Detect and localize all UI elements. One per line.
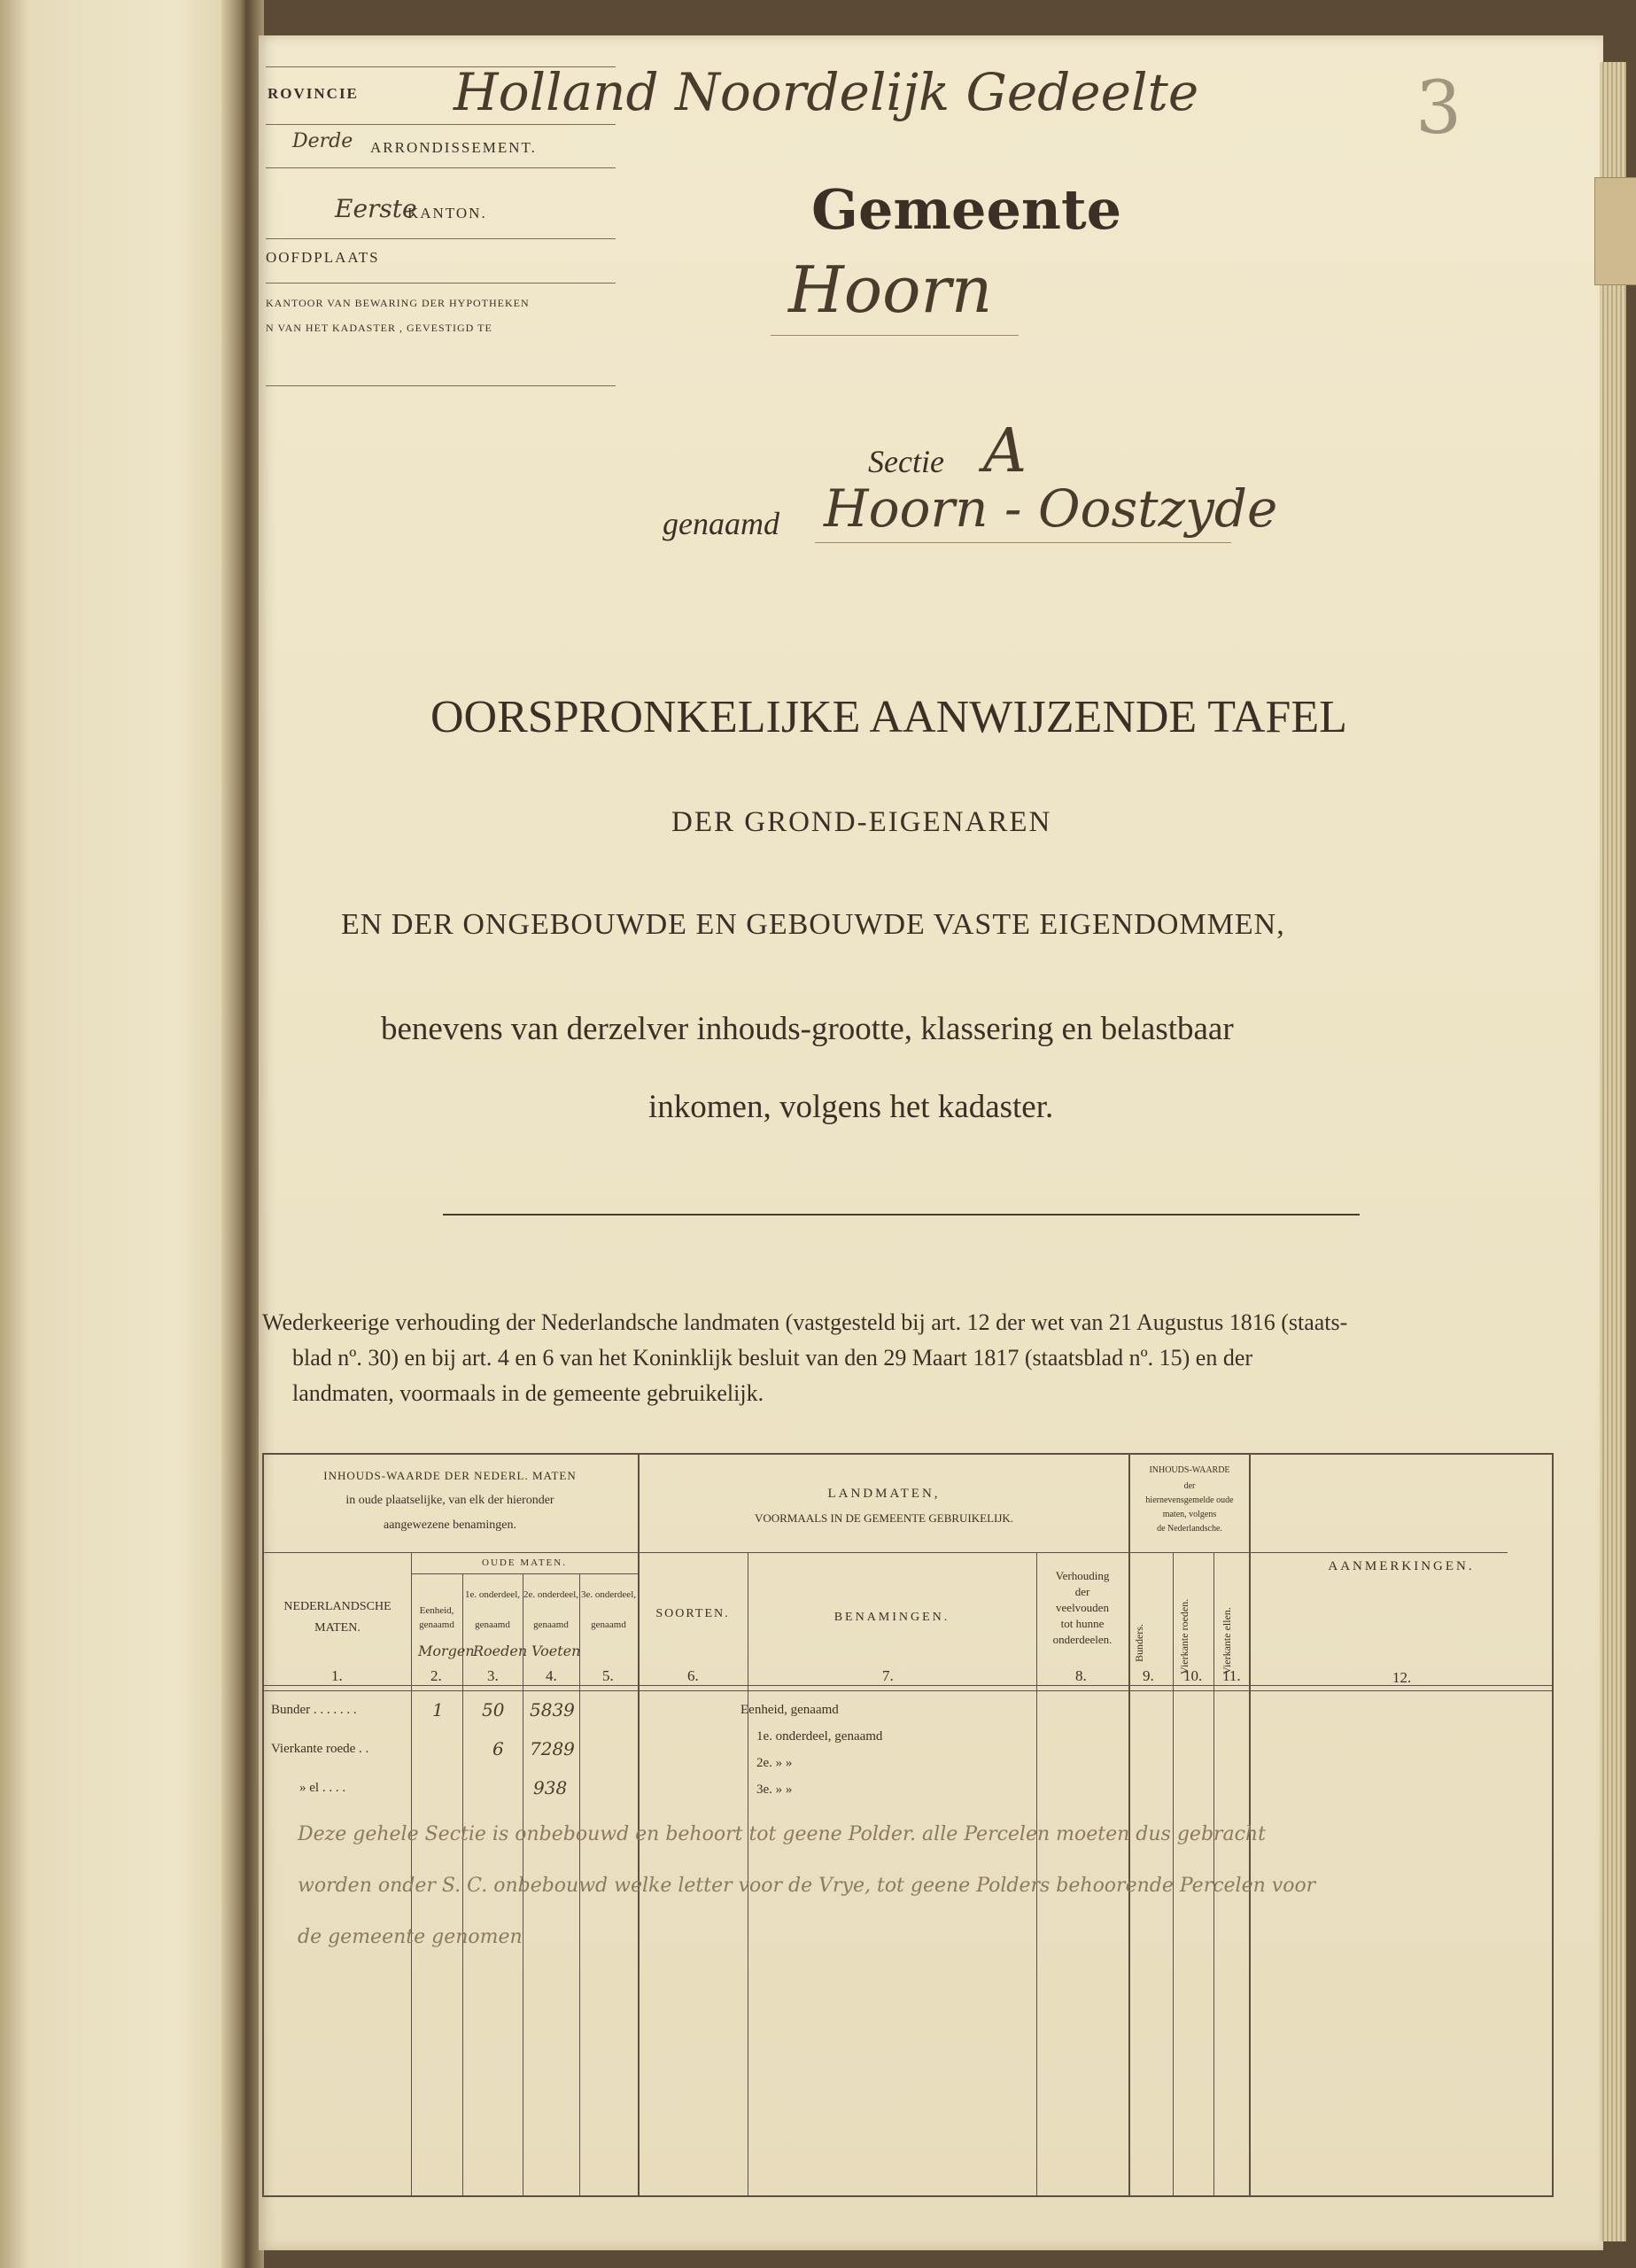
remark-line-2: worden onder S. C. onbebouwd welke letter voor de Vrye, tot geene Polders behoorende Percelen voor [298, 1875, 1316, 1897]
header-bottom-rule [262, 1685, 1554, 1686]
genaamd-label: genaamd [663, 506, 779, 541]
provincie-value: Holland Noordelijk Gedeelte [454, 62, 1199, 122]
row-2-col-3: 6 [492, 1738, 504, 1759]
col-7-header: BENAMINGEN. [834, 1611, 950, 1624]
hoofdplaats-label: OOFDPLAATS [266, 249, 380, 266]
gemeente-value: Hoorn [788, 252, 993, 327]
col-num-4: 4. [546, 1667, 557, 1684]
row-2-col-4: 7289 [530, 1738, 575, 1759]
col-4-header-a: 2e. onderdeel, [523, 1589, 578, 1600]
col-num-12: 12. [1392, 1669, 1412, 1686]
group1-line-1: INHOUDS-WAARDE DER NEDERL. MATEN [323, 1469, 577, 1482]
col-num-10: 10. [1183, 1667, 1203, 1684]
group3-line-1: INHOUDS-WAARDE [1149, 1465, 1230, 1475]
col-8-header-d: tot hunne [1060, 1617, 1105, 1630]
table-bottom-rule [262, 2195, 1554, 2197]
aanmerkingen-header: AANMERKINGEN. [1328, 1559, 1475, 1573]
title-line-4: benevens van derzelver inhouds-grootte, klassering en belastbaar [381, 1011, 1234, 1047]
provincie-label: ROVINCIE [267, 85, 359, 102]
oude-maten-rule [411, 1573, 638, 1574]
col-4-header-b: genaamd [533, 1619, 569, 1630]
col-6-header: SOORTEN. [655, 1607, 730, 1620]
row-1-col-4: 5839 [530, 1699, 575, 1720]
col-2-header-a: Eenheid, [419, 1605, 454, 1616]
group3-line-3: hiernevensgemelde oude [1145, 1495, 1234, 1505]
col-5-header-b: genaamd [591, 1619, 626, 1630]
group2-divider [638, 1552, 1508, 1553]
sectie-label: Sectie [868, 444, 944, 479]
sectie-value: A [983, 416, 1027, 486]
title-rule [443, 1214, 1360, 1216]
remark-line-3: de gemeente genomen [298, 1926, 523, 1948]
title-line-2: DER GROND-EIGENAREN [671, 806, 1052, 838]
col-1-header: NEDERLANDSCHE MATEN. [283, 1600, 392, 1635]
group3-line-2: der [1183, 1481, 1196, 1491]
kantoor-line-1: KANTOOR VAN BEWARING DER HYPOTHEKEN [266, 297, 530, 309]
arrondissement-value: Derde [292, 130, 353, 152]
group3-line-5: de Nederlandsche. [1157, 1524, 1222, 1534]
row-2-label: Vierkante roede . . [271, 1742, 369, 1756]
title-line-3: EN DER ONGEBOUWDE EN GEBOUWDE VASTE EIGENDOMMEN, [341, 908, 1285, 941]
row-1-col-3: 50 [482, 1699, 505, 1720]
col-10-header: Vierkante roeden. [1178, 1598, 1190, 1674]
col-2-header-b: genaamd [419, 1619, 454, 1630]
row-3-col-4: 938 [533, 1777, 568, 1798]
col-num-7: 7. [882, 1667, 894, 1684]
col-3-header-b: genaamd [475, 1619, 510, 1630]
intro-line-2: blad nº. 30) en bij art. 4 en 6 van het Koninklijk besluit van den 29 Maart 1817 (staatsblad nº. 15) en der [292, 1345, 1253, 1371]
row-1-label: Bunder . . . . . . . [271, 1703, 357, 1717]
col-num-2: 2. [430, 1667, 442, 1684]
group1-line-3: aangewezene benamingen. [383, 1518, 517, 1532]
col-num-5: 5. [602, 1667, 614, 1684]
col-num-1: 1. [331, 1667, 343, 1684]
col-num-3: 3. [487, 1667, 499, 1684]
benaming-3: 2e. » » [756, 1756, 793, 1770]
col-11-header: Vierkante ellen. [1221, 1607, 1233, 1674]
col-8-header-c: veelvouden [1056, 1601, 1109, 1614]
left-page [0, 0, 250, 2268]
title-line-5: inkomen, volgens het kadaster. [648, 1089, 1054, 1125]
kanton-value: Eerste [335, 194, 417, 223]
vline-0 [262, 1453, 264, 2197]
row-3-label: » el . . . . [299, 1781, 346, 1795]
group1-divider [262, 1552, 638, 1553]
group1-line-2: in oude plaatselijke, van elk der hieronder [345, 1494, 554, 1507]
gemeente-label: Gemeente [811, 177, 1122, 242]
group2-line-2: VOORMAALS IN DE GEMEENTE GEBRUIKELIJK. [754, 1511, 1014, 1525]
title-line-1: OORSPRONKELIJKE AANWIJZENDE TAFEL [430, 692, 1347, 742]
page-number: 3 [1415, 66, 1462, 151]
group2-line-1: LANDMATEN, [827, 1487, 941, 1501]
benaming-2: 1e. onderdeel, genaamd [756, 1729, 883, 1744]
arrondissement-label: ARRONDISSEMENT. [370, 139, 537, 156]
col-num-9: 9. [1143, 1667, 1154, 1684]
hand-unit-3: Voeten [531, 1643, 581, 1659]
col-num-6: 6. [687, 1667, 699, 1684]
page-tab [1594, 177, 1636, 285]
book-gutter [221, 0, 264, 2268]
intro-line-3: landmaten, voormaals in de gemeente gebruikelijk. [292, 1380, 764, 1406]
header-bottom-rule-2 [262, 1690, 1554, 1691]
kantoor-line-2: N VAN HET KADASTER , GEVESTIGD TE [266, 322, 492, 334]
group3-line-4: maten, volgens [1162, 1510, 1217, 1519]
kanton-label: KANTON. [407, 205, 487, 221]
genaamd-value: Hoorn - Oostzyde [824, 478, 1278, 539]
col-8-header-e: onderdeelen. [1052, 1633, 1113, 1646]
vline-12 [1552, 1453, 1554, 2197]
benaming-1: Eenheid, genaamd [740, 1703, 839, 1717]
col-8-header-b: der [1074, 1585, 1090, 1598]
gemeente-underline [771, 335, 1019, 336]
col-3-header-a: 1e. onderdeel, [465, 1589, 520, 1600]
col-9-header: Bunders. [1133, 1624, 1145, 1662]
row-1-col-2: 1 [432, 1699, 444, 1720]
genaamd-underline [815, 542, 1231, 543]
col-num-8: 8. [1075, 1667, 1087, 1684]
oude-maten-header: OUDE MATEN. [482, 1557, 567, 1568]
remark-line-1: Deze gehele Sectie is onbebouwd en behoort tot geene Polder. alle Percelen moeten dus gebracht [298, 1823, 1266, 1845]
hand-unit-1: Morgen [418, 1643, 475, 1659]
col-5-header-a: 3e. onderdeel, [581, 1589, 636, 1600]
page-edge [1600, 62, 1626, 2241]
measurement-table [262, 1453, 1554, 2197]
col-num-11: 11. [1222, 1667, 1241, 1684]
table-top-rule [262, 1453, 1554, 1455]
hand-unit-2: Roeden [473, 1643, 528, 1659]
intro-line-1: Wederkeerige verhouding der Nederlandsche landmaten (vastgesteld bij art. 12 der wet van 21 Augustus 1816 (staats- [262, 1309, 1348, 1335]
benaming-4: 3e. » » [756, 1783, 793, 1797]
col-8-header-a: Verhouding [1055, 1569, 1110, 1582]
